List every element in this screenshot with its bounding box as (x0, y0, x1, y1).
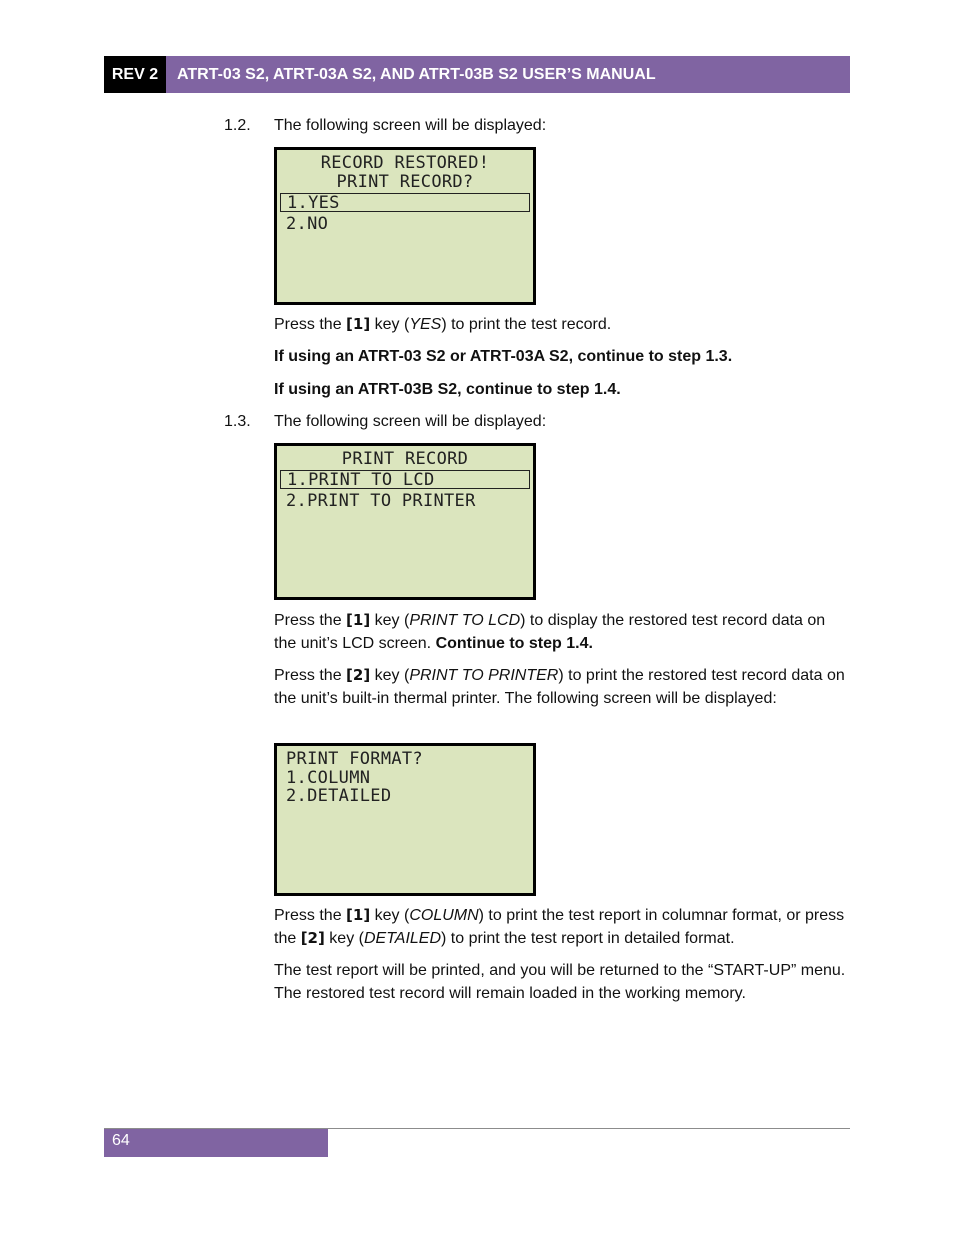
lcd-line: PRINT FORMAT? (286, 749, 423, 769)
manual-title: ATRT-03 S2, ATRT-03A S2, AND ATRT-03B S2 USER’S MANUAL (166, 56, 850, 93)
lcd-screen-print-format (274, 743, 536, 896)
key-2: [2] (300, 929, 325, 947)
lcd-screen-print-record (274, 443, 536, 600)
step-number-1-3: 1.3. (224, 413, 251, 430)
lcd-selected-option: 1.YES (280, 193, 530, 212)
note-continue-1-3: If using an ATRT-03 S2 or ATRT-03A S2, continue to step 1.3. (274, 348, 733, 365)
closing-paragraph: The test report will be printed, and you will be returned to the “START-UP” menu. The restored test record will remain loaded in the working memory. (274, 962, 846, 1002)
page-header (104, 56, 850, 93)
step-1-3-instruction-1: Press the [1] key (PRINT TO LCD) to display the restored test record data on the unit’s LCD screen. Continue to step 1.4. (274, 611, 826, 652)
lcd-screen-record-restored (274, 147, 536, 305)
key-1: [1] (346, 611, 371, 629)
step-number-1-2: 1.2. (224, 117, 251, 134)
step-1-2-instruction: Press the [1] key (YES) to print the test record. (274, 315, 612, 333)
step-1-3-text: The following screen will be displayed: (274, 413, 547, 430)
step-1-3-instruction-2: Press the [2] key (PRINT TO PRINTER) to print the restored test record data on the unit’s built-in thermal printer. The following screen will be displayed: (274, 666, 845, 707)
step-1-3-instruction-3: Press the [1] key (COLUMN) to print the test report in columnar format, or press the [2] key (DETAILED) to print the test report in detailed format. (274, 906, 845, 947)
note-continue-1-4: If using an ATRT-03B S2, continue to step 1.4. (274, 381, 621, 398)
key-2: [2] (346, 666, 371, 684)
step-1-2-text: The following screen will be displayed: (274, 117, 547, 134)
lcd-line: PRINT RECORD? (336, 172, 474, 192)
lcd-line: RECORD RESTORED! (320, 153, 490, 173)
lcd-option: 1.COLUMN (286, 768, 371, 788)
lcd-selected-option: 1.PRINT TO LCD (280, 470, 530, 489)
lcd-option: 2.PRINT TO PRINTER (286, 491, 476, 511)
lcd-option: 2.DETAILED (286, 786, 392, 806)
lcd-option: 2.NO (286, 214, 329, 234)
revision-label: REV 2 (104, 56, 166, 93)
lcd-line: PRINT RECORD (341, 449, 469, 469)
key-1: [1] (346, 906, 371, 924)
key-1: [1] (346, 315, 371, 333)
page-number: 64 (104, 1129, 328, 1157)
